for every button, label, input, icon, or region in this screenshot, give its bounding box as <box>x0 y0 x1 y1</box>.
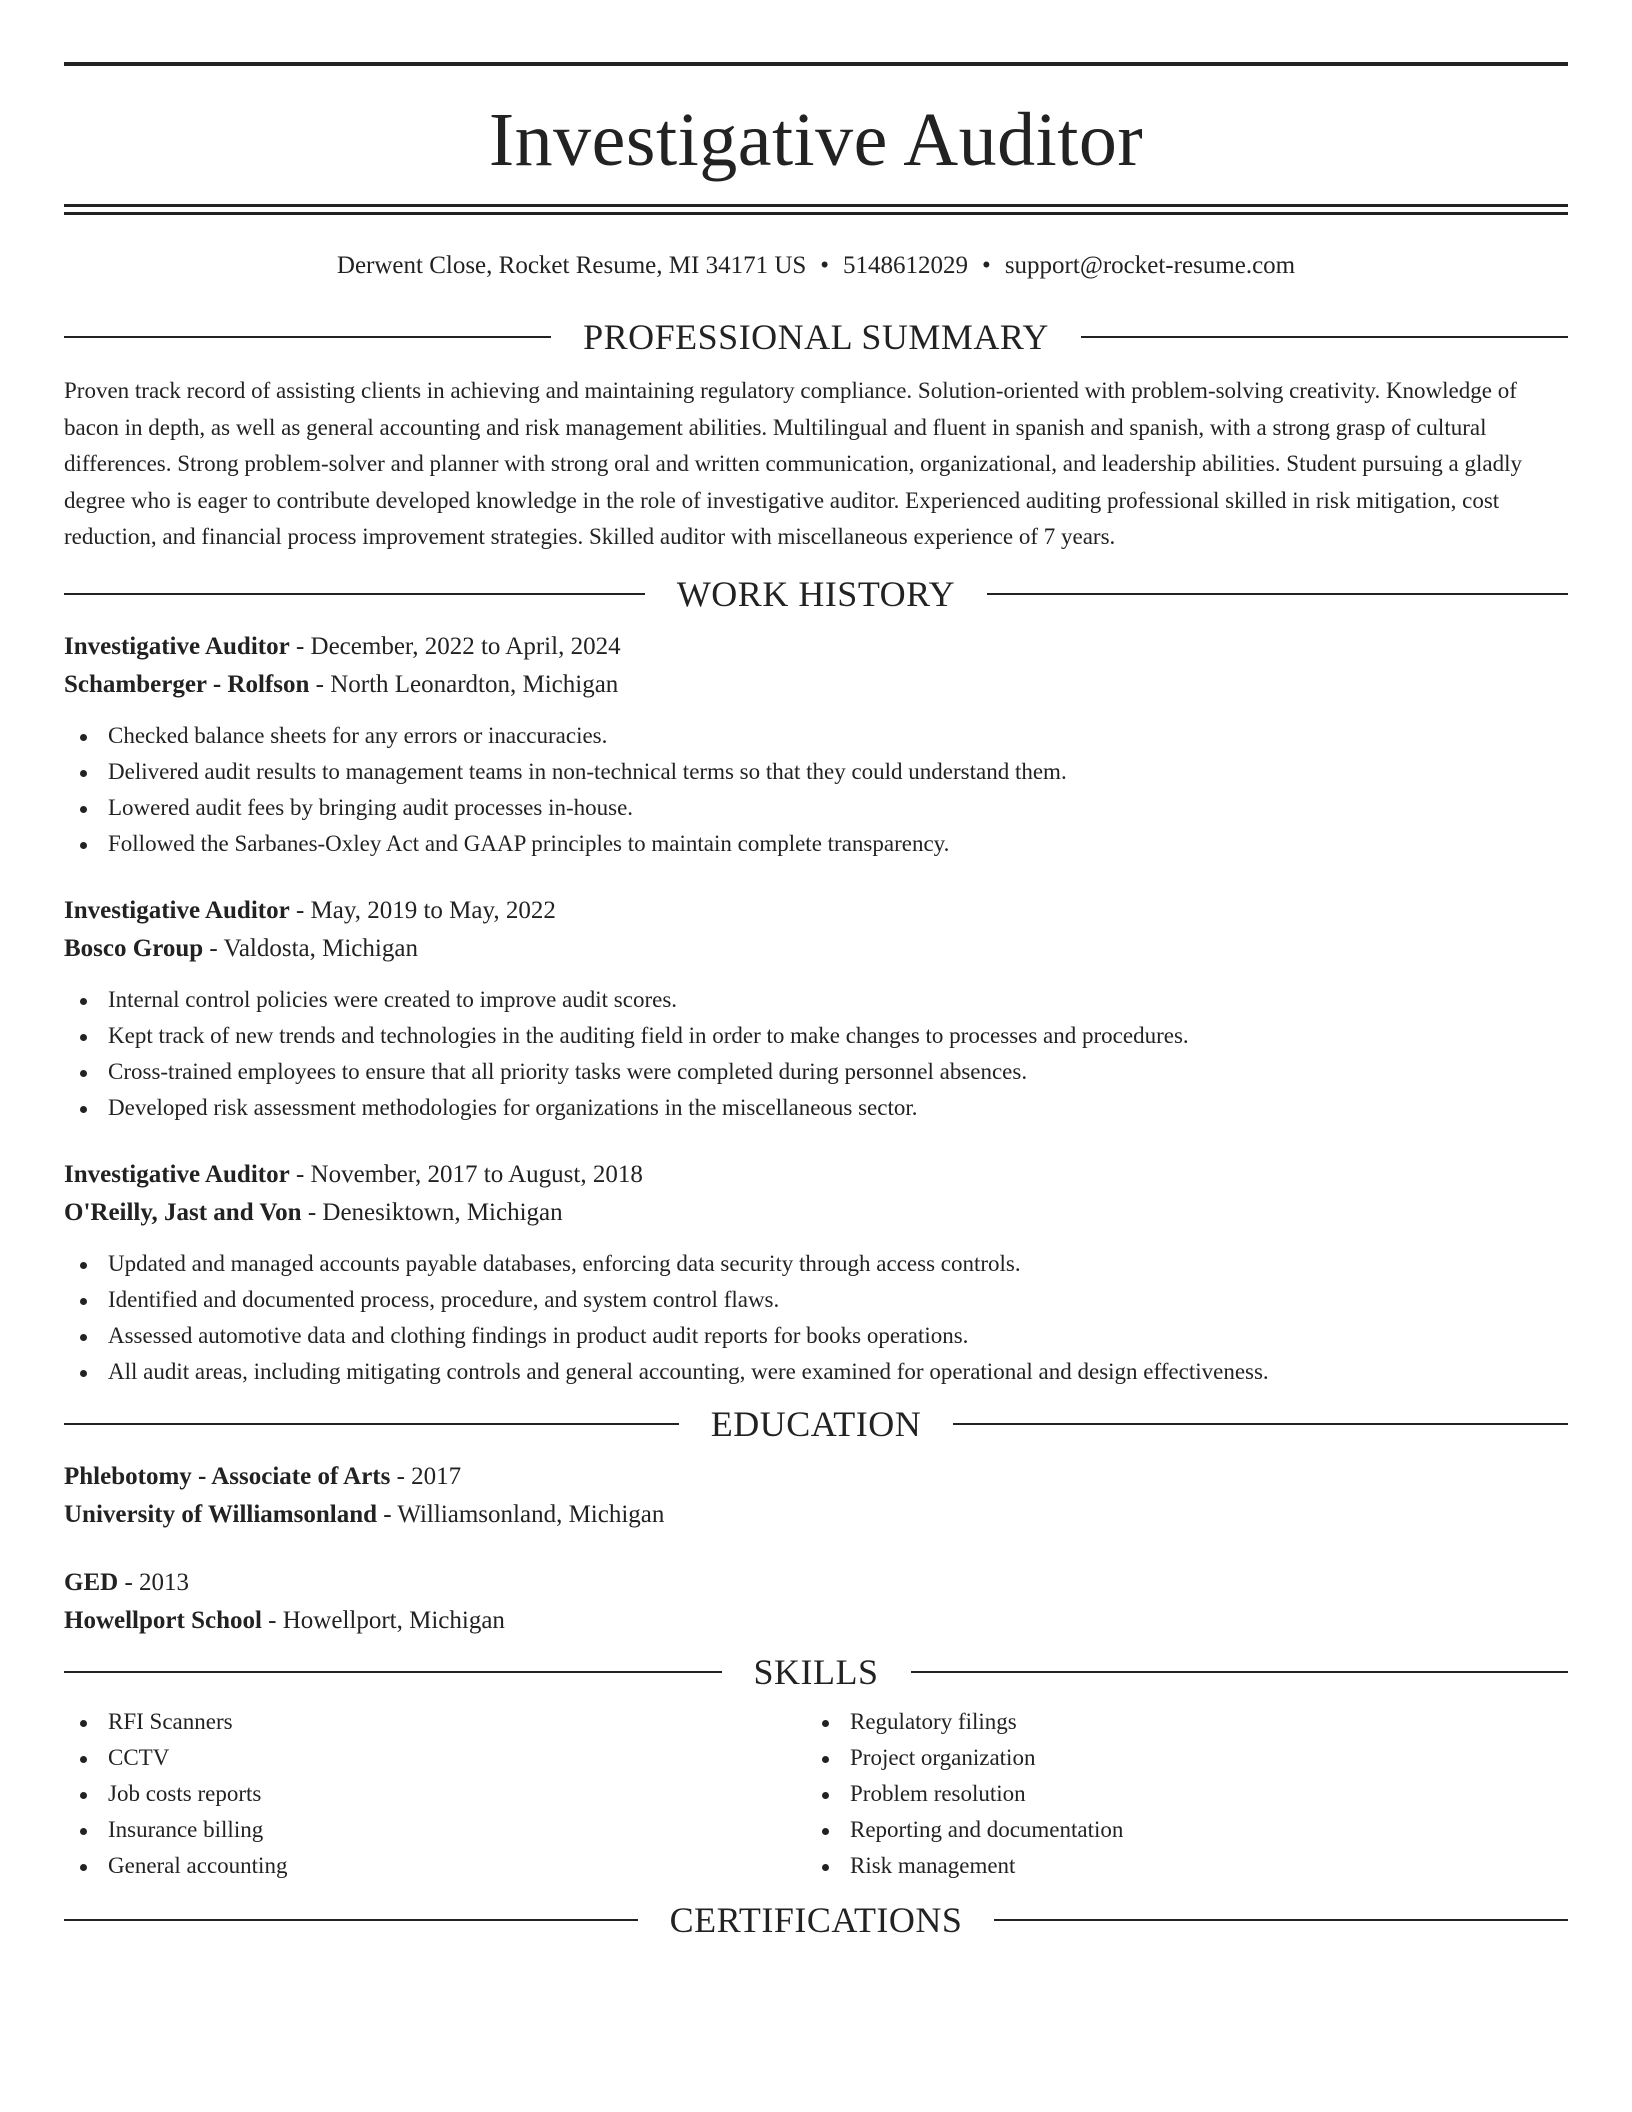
list-item: Checked balance sheets for any errors or inaccuracies. <box>64 718 1568 754</box>
list-item: Followed the Sarbanes-Oxley Act and GAAP principles to maintain complete transparency. <box>64 826 1568 862</box>
section-heading-work <box>64 572 1568 616</box>
job-location: North Leonardton, Michigan <box>330 670 619 698</box>
skill-item: Reporting and documentation <box>806 1812 1548 1848</box>
heading-rule <box>64 1919 638 1921</box>
job-title: Investigative Auditor <box>64 1160 290 1188</box>
education-location: Howellport, Michigan <box>282 1606 505 1634</box>
skills-list <box>64 1704 1568 1884</box>
heading-rule <box>64 593 645 595</box>
education-year: 2017 <box>411 1462 462 1490</box>
job-company: Bosco Group <box>64 934 204 962</box>
education-degree: GED <box>64 1568 119 1596</box>
education-degree-line: Phlebotomy - Associate of Arts - 2017 <box>64 1462 462 1490</box>
list-item: Developed risk assessment methodologies for organizations in the miscellaneous sector. <box>64 1090 1568 1126</box>
education-degree-line: GED - 2013 <box>64 1568 190 1596</box>
contact-address: Derwent Close, Rocket Resume, MI 34171 US <box>336 252 807 279</box>
skill-item: Project organization <box>806 1740 1548 1776</box>
skill-item: RFI Scanners <box>64 1704 806 1740</box>
section-heading-certifications <box>64 1898 1568 1942</box>
list-item: Internal control policies were created to improve audit scores. <box>64 982 1568 1018</box>
skills-column-right <box>806 1704 1548 1884</box>
job-bullets <box>64 718 1568 862</box>
heading-rule <box>64 1671 722 1673</box>
list-item: All audit areas, including mitigating controls and general accounting, were examined for operational and design effectiveness. <box>64 1354 1568 1390</box>
job-company-line: O'Reilly, Jast and Von - Denesiktown, Michigan <box>64 1198 563 1226</box>
job-title-line: Investigative Auditor - May, 2019 to May, 2022 <box>64 896 556 924</box>
skill-item: Job costs reports <box>64 1776 806 1812</box>
job-location: Valdosta, Michigan <box>223 934 418 962</box>
contact-phone: 5148612029 <box>843 252 969 279</box>
skill-item: CCTV <box>64 1740 806 1776</box>
contact-email: support@rocket-resume.com <box>1004 252 1296 279</box>
double-rule <box>64 204 1568 215</box>
list-item: Assessed automotive data and clothing findings in product audit reports for books operations. <box>64 1318 1568 1354</box>
list-item: Cross-trained employees to ensure that all priority tasks were completed during personnel absences. <box>64 1054 1568 1090</box>
resume-name: Investigative Auditor <box>488 98 1144 182</box>
section-heading-skills <box>64 1650 1568 1694</box>
skill-item: Risk management <box>806 1848 1548 1884</box>
list-item: Delivered audit results to management teams in non-technical terms so that they could understand them. <box>64 754 1568 790</box>
job-title-line: Investigative Auditor - December, 2022 to April, 2024 <box>64 632 621 660</box>
heading-rule <box>987 593 1568 595</box>
section-title: PROFESSIONAL SUMMARY <box>583 317 1049 357</box>
job-entry <box>64 892 1568 1126</box>
education-degree: Phlebotomy - Associate of Arts <box>64 1462 391 1490</box>
resume-page <box>64 0 1568 1942</box>
education-school-line: Howellport School - Howellport, Michigan <box>64 1606 505 1634</box>
heading-rule <box>953 1423 1568 1425</box>
education-school: Howellport School <box>64 1606 262 1634</box>
heading-rule <box>64 1423 679 1425</box>
education-entry <box>64 1564 1568 1640</box>
job-entry <box>64 1156 1568 1390</box>
job-bullets <box>64 1246 1568 1390</box>
job-entry <box>64 628 1568 862</box>
heading-rule <box>1081 336 1568 338</box>
list-item: Kept track of new trends and technologies in the auditing field in order to make changes to processes and procedures. <box>64 1018 1568 1054</box>
job-title-line: Investigative Auditor - November, 2017 to August, 2018 <box>64 1160 643 1188</box>
section-title: SKILLS <box>753 1651 879 1692</box>
heading-rule <box>64 336 551 338</box>
skills-column-left <box>64 1704 806 1884</box>
contact-separator: • <box>820 252 830 279</box>
section-title: WORK HISTORY <box>676 573 956 614</box>
education-school-line: University of Williamsonland - Williamsonland, Michigan <box>64 1500 665 1528</box>
list-item: Lowered audit fees by bringing audit processes in-house. <box>64 790 1568 826</box>
job-dates: May, 2019 to May, 2022 <box>310 896 556 924</box>
skill-item: General accounting <box>64 1848 806 1884</box>
summary-text: Proven track record of assisting clients in achieving and maintaining regulatory compliance. Solution-oriented with problem-solving creativity. Knowledge of bacon in depth, as well as general accounting and risk management abilities. Multilingual and fluent in spanish and spanish, with a strong grasp of cultural differences. Strong problem-solver and planner with strong oral and written communication, organizational, and leadership abilities. Student pursuing a gladly degree who is eager to contribute developed knowledge in the role of investigative auditor. Experienced auditing professional skilled in risk mitigation, cost reduction, and financial process improvement strategies. Skilled auditor with miscellaneous experience of 7 years. <box>64 378 1523 549</box>
skill-item: Regulatory filings <box>806 1704 1548 1740</box>
section-heading-summary <box>64 315 1568 359</box>
heading-rule <box>911 1671 1569 1673</box>
job-bullets <box>64 982 1568 1126</box>
job-company: Schamberger - Rolfson <box>64 670 310 698</box>
job-dates: November, 2017 to August, 2018 <box>310 1160 643 1188</box>
education-year: 2013 <box>139 1568 190 1596</box>
job-title: Investigative Auditor <box>64 632 290 660</box>
contact-separator: • <box>982 252 991 279</box>
education-entry <box>64 1458 1568 1534</box>
job-title: Investigative Auditor <box>64 896 290 924</box>
list-item: Identified and documented process, procedure, and system control flaws. <box>64 1282 1568 1318</box>
job-company: O'Reilly, Jast and Von <box>64 1198 302 1226</box>
section-heading-education <box>64 1402 1568 1446</box>
section-title: EDUCATION <box>710 1403 922 1444</box>
section-title: CERTIFICATIONS <box>669 1899 963 1940</box>
contact-line <box>64 251 1568 281</box>
top-rule <box>64 62 1568 66</box>
skill-item: Problem resolution <box>806 1776 1548 1812</box>
education-school: University of Williamsonland <box>64 1500 378 1528</box>
list-item: Updated and managed accounts payable databases, enforcing data security through access controls. <box>64 1246 1568 1282</box>
job-company-line: Bosco Group - Valdosta, Michigan <box>64 934 418 962</box>
job-dates: December, 2022 to April, 2024 <box>310 632 621 660</box>
education-location: Williamsonland, Michigan <box>397 1500 665 1528</box>
job-location: Denesiktown, Michigan <box>322 1198 563 1226</box>
skill-item: Insurance billing <box>64 1812 806 1848</box>
heading-rule <box>994 1919 1568 1921</box>
job-company-line: Schamberger - Rolfson - North Leonardton, Michigan <box>64 670 619 698</box>
